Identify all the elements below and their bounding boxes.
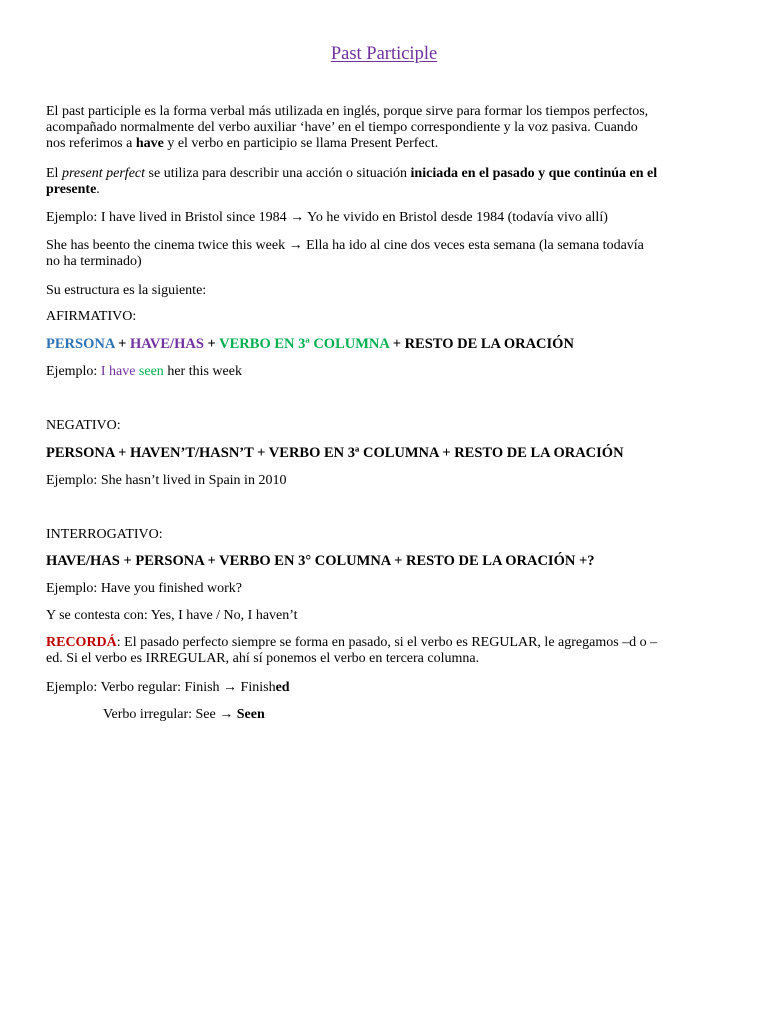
- example-prefix: Ejemplo:: [46, 364, 101, 379]
- irregular-seen-bold: Seen: [236, 707, 265, 722]
- pp-bold-1: iniciada en el pasado y que continúa en el: [410, 166, 658, 181]
- negativo-formula: PERSONA + HAVEN’T/HASN’T + VERBO EN 3ª COLUMNA + RESTO DE LA ORACIÓN: [46, 445, 624, 461]
- recorda-line-2: ed. Si el verbo es IRREGULAR, ahí sí ponemos el verbo en tercera columna.: [46, 651, 480, 666]
- pp-period: .: [96, 182, 100, 197]
- resto-label: + RESTO DE LA ORACIÓN: [389, 336, 574, 352]
- have-has-label: HAVE/HAS: [130, 336, 204, 352]
- afirmativo-example: [46, 364, 726, 380]
- regular-text: Ejemplo: Verbo regular: Finish → Finish: [46, 680, 276, 695]
- negativo-example: Ejemplo: She hasn’t lived in Spain in 2010: [46, 473, 287, 488]
- recorda-paragraph: [46, 635, 726, 667]
- example-2: [46, 238, 726, 270]
- intro-paragraph: [46, 104, 726, 152]
- intro-line-2: acompañado normalmente del verbo auxiliar ‘have’ en el tiempo correspondiente y la voz pasiva. Cuando: [46, 120, 638, 135]
- verbo-label: VERBO EN 3ª COLUMNA: [219, 336, 390, 352]
- example-2-line-1: She has beento the cinema twice this week → Ella ha ido al cine dos veces esta semana (la semana todavía: [46, 238, 644, 253]
- regular-suffix-bold: ed: [275, 680, 290, 695]
- estructura-text: Su estructura es la siguiente:: [46, 283, 207, 298]
- irregular-example: [103, 707, 768, 723]
- example-rest: her this week: [163, 364, 242, 379]
- have-bold: have: [135, 136, 164, 151]
- pp-text-start: El: [46, 166, 62, 181]
- example-2-line-2: no ha terminado): [46, 254, 142, 269]
- negativo-heading: NEGATIVO:: [46, 418, 121, 433]
- pp-bold-2: presente: [46, 182, 97, 197]
- intro-line-3-start: nos referimos a: [46, 136, 136, 151]
- example-1: Ejemplo: I have lived in Bristol since 1984 → Yo he vivido en Bristol desde 1984 (todavía vivo allí): [46, 210, 608, 225]
- persona-label: PERSONA: [46, 336, 115, 352]
- interrogativo-example: Ejemplo: Have you finished work?: [46, 581, 242, 596]
- plus-sign: +: [114, 336, 131, 352]
- present-perfect-paragraph: [46, 166, 726, 198]
- plus-sign: +: [203, 336, 220, 352]
- recorda-label: RECORDÁ: [46, 635, 117, 650]
- interrogativo-heading: INTERROGATIVO:: [46, 527, 163, 542]
- intro-line-1: El past participle es la forma verbal más utilizada en inglés, porque sirve para formar los tiempos perfectos,: [46, 104, 649, 119]
- example-seen: seen: [138, 364, 164, 379]
- afirmativo-heading: AFIRMATIVO:: [46, 309, 137, 324]
- page-title: Past Participle: [330, 44, 438, 64]
- example-i-have: I have: [100, 364, 136, 379]
- present-perfect-italic: present perfect: [61, 166, 146, 181]
- pp-text-mid: se utiliza para describir una acción o situación: [145, 166, 411, 181]
- irregular-text: Verbo irregular: See →: [103, 707, 237, 722]
- interrogativo-answer: Y se contesta con: Yes, I have / No, I haven’t: [46, 608, 298, 623]
- afirmativo-formula: [46, 336, 726, 352]
- regular-example: [46, 680, 726, 696]
- recorda-line-1: : El pasado perfecto siempre se forma en pasado, si el verbo es REGULAR, le agregamos –d o –: [116, 635, 658, 650]
- interrogativo-formula: HAVE/HAS + PERSONA + VERBO EN 3° COLUMNA + RESTO DE LA ORACIÓN +?: [46, 553, 595, 569]
- intro-line-3-end: y el verbo en participio se llama Present Perfect.: [163, 136, 439, 151]
